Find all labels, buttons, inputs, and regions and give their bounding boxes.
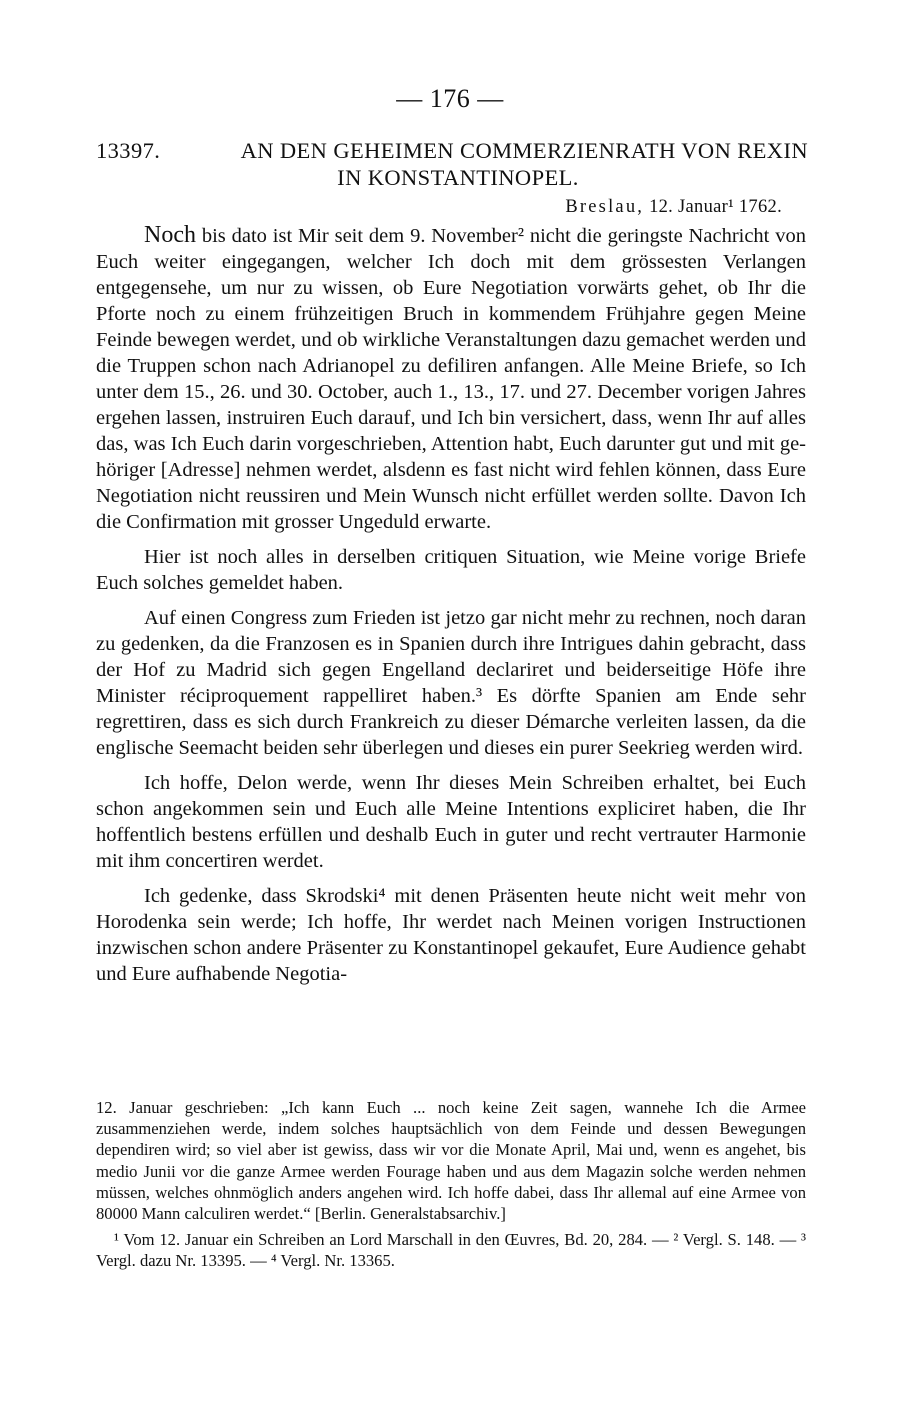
body-paragraph: Auf einen Congress zum Frieden ist jetzo gar nicht mehr zu rechnen, noch daran zu gedenken, da die Franzosen es in Spanien durch ihre Intrigues dahin gebracht, dass der Hof zu Madrid sich gegen Engelland declariret und beiderseitige Höfe ihre Minister réciproquement rappelliret haben.³ Es dörfte Spanien am Ende sehr regrettiren, dass es sich durch Frankreich zu dieser Démarche verleiten lassen, da die englische Seemacht beiden sehr überlegen und dieses ein purer Seekrieg werden wird.: [96, 607, 806, 759]
addressee-line-1: AN DEN GEHEIMEN COMMERZIENRATH VON REXIN: [240, 138, 808, 163]
addressee-line-2: IN KONSTANTINOPEL.: [337, 165, 579, 190]
body-paragraph: [96, 222, 806, 535]
letter-heading: [96, 137, 808, 191]
dateline-place: Breslau,: [565, 197, 645, 217]
footnote-main: 12. Januar geschrieben: „Ich kann Euch ... noch keine Zeit sagen, wannehe Ich die Armee zusammenziehen werde, indem solches hauptsächlich von dem Feinde und dessen Bewegungen dependiren wird; so viel aber ist gewiss, dass wir vor die Monate April, Mai und, wenn es angehet, bis medio Junii vor die ganze Armee werden Fourage haben und aus dem Magazin solche werden nehmen müssen, welches ohnmöglich anders angehen wird. Ich hoffe dabei, dass Ihr allemal auf eine Armee von 80000 Mann calculiren werdet.“ [Berlin. Generalstabsarchiv.]: [96, 1098, 806, 1224]
dateline-date: 12. Januar¹ 1762.: [649, 197, 782, 217]
heading-line-1: [96, 137, 808, 164]
opening-word: Noch: [144, 222, 196, 248]
footnotes: [96, 1097, 806, 1277]
paragraph-text: bis dato ist Mir seit dem 9. November² nicht die geringste Nachricht von Euch weiter eingegangen, welcher Ich doch mit dem grössesten Verlangen entgegensehe, um nur zu wissen, ob Eure Negotiation vorwärts gehet, ob Ihr die Pforte noch zu einem frühzeitigen Bruch in kommendem Frühjahre gegen Meine Feinde bewegen werdet, und ob wirkliche Veranstaltungen dazu gemachet werden und die Truppen schon nach Adrianopel zu defiliren anfangen. Alle Meine Briefe, so Ich unter dem 15., 26. und 30. October, auch 1., 13., 17. und 27. December vorigen Jahres ergehen lassen, instruiren Euch darauf, und Ich bin versichert, dass, wenn Ihr auf alles das, was Ich Euch darin vorgeschrieben, Attention habt, Euch darunter gut und mit gehöriger [Adresse] nehmen werdet, alsdenn es fast nicht wird fehlen können, dass Eure Negotiation nicht reussiren und Mein Wunsch nicht erfüllet werden sollte. Davon Ich die Confirmation mit grosser Ungeduld erwarte.: [96, 225, 806, 533]
body-paragraph: Ich hoffe, Delon werde, wenn Ihr dieses Mein Schreiben erhaltet, bei Euch schon angekommen sein und Euch alle Meine Intentions expliciret haben, die Ihr hoffentlich bestens erfüllen und deshalb Euch in guter und recht vertrauter Harmonie mit ihm concertiren werdet.: [96, 772, 806, 872]
body-paragraph: Ich gedenke, dass Skrodski⁴ mit denen Präsenten heute nicht weit mehr von Horodenka sein werde; Ich hoffe, Ihr werdet nach Meinen vorigen Instructionen inzwischen schon andere Präsenter zu Konstantinopel gekaufet, Eure Audience gehabt und Eure aufhabende Negotia-: [96, 885, 806, 985]
dateline: [565, 195, 782, 219]
letter-number: 13397.: [96, 138, 161, 163]
page-number: — 176 —: [396, 84, 504, 113]
letter-body: [96, 222, 806, 996]
footnote-references: ¹ Vom 12. Januar ein Schreiben an Lord Marschall in den Œuvres, Bd. 20, 284. — ² Vergl. S. 148. — ³ Vergl. dazu Nr. 13395. — ⁴ Vergl. Nr. 13365.: [96, 1230, 806, 1271]
body-paragraph: Hier ist noch alles in derselben critiquen Situation, wie Meine vorige Briefe Euch solches gemeldet haben.: [96, 546, 806, 594]
